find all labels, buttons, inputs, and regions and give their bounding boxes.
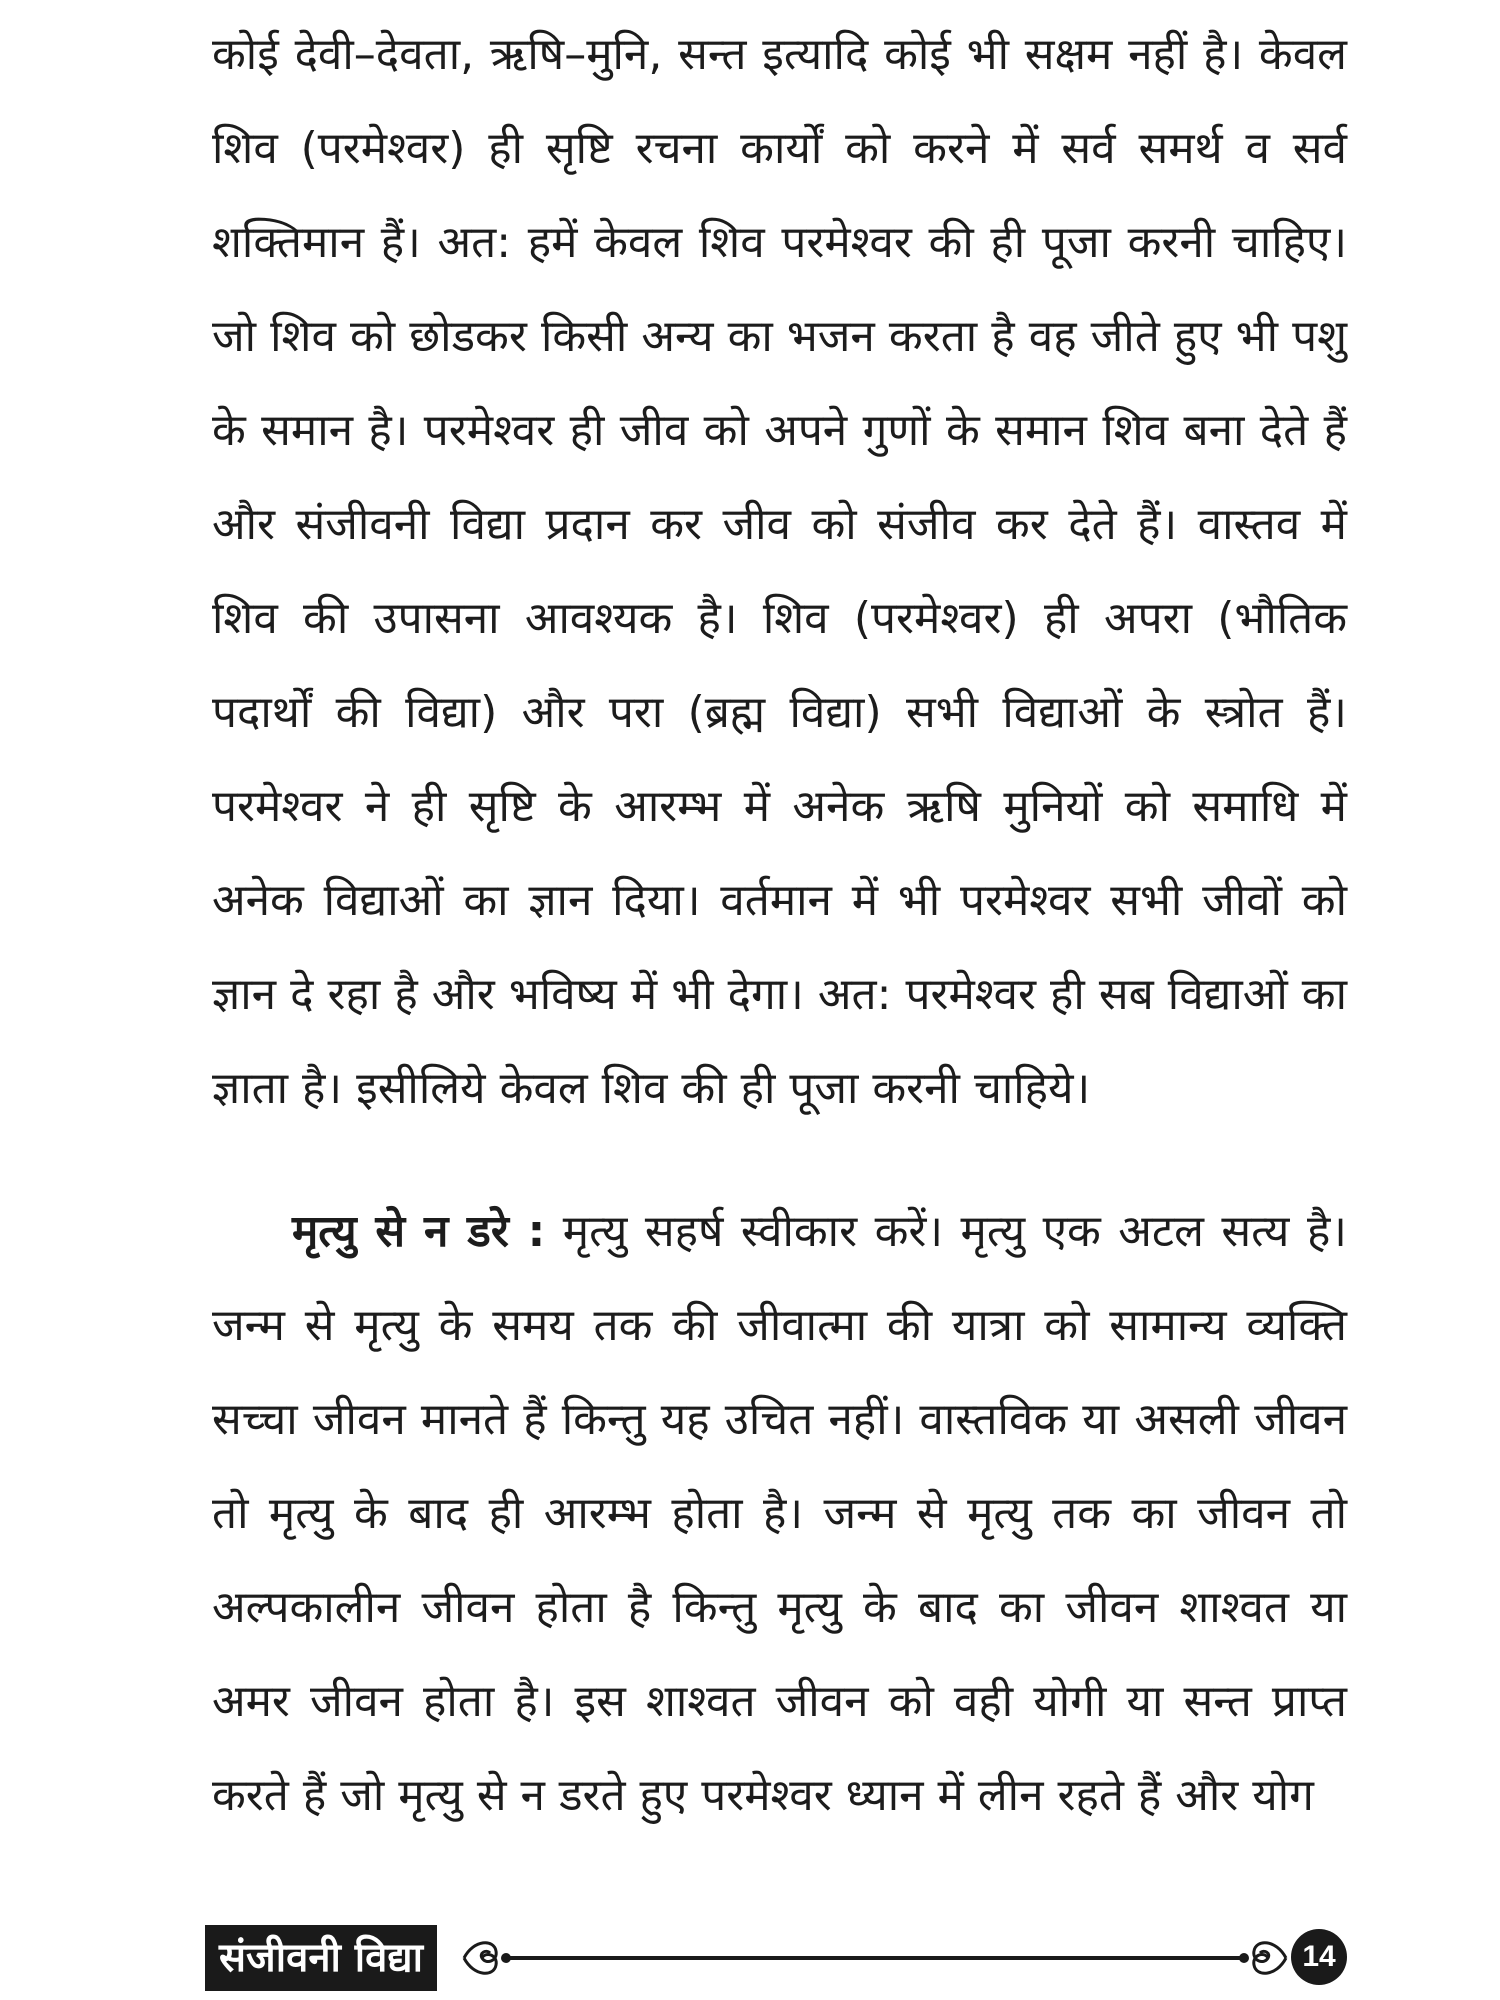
page-footer (205, 1925, 1345, 1991)
page-number: 14 (1291, 1929, 1347, 1985)
section-heading-fear-of-death: मृत्यु से न डरे : (292, 1206, 546, 1257)
section-body-fear-of-death: मृत्यु सहर्ष स्वीकार करें। मृत्यु एक अटल सत्य है। जन्म से मृत्यु के समय तक की जीवात्मा की यात्रा को सामान्य व्यक्ति सच्चा जीवन मानते हैं किन्तु यह उचित नहीं। वास्तविक या असली जीवन तो मृत्यु के बाद ही आरम्भ होता है। जन्म से मृत्यु तक का जीवन तो अल्पकालीन जीवन होता है किन्तु मृत्यु के बाद का जीवन शाश्वत या अमर जीवन होता है। इस शाश्वत जीवन को वही योगी या सन्त प्राप्त करते हैं जो मृत्यु से न डरते हुए परमेश्वर ध्यान में लीन रहते हैं और योग (212, 1206, 1347, 1821)
scroll-flourish-line-icon (460, 1931, 1290, 1985)
body-paragraph-shiva-worship: कोई देवी–देवता, ऋषि–मुनि, सन्त इत्यादि कोई भी सक्षम नहीं है। केवल शिव (परमेश्वर) ही सृष्टि रचना कार्यों को करने में सर्व समर्थ व सर्व शक्तिमान हैं। अत: हमें केवल शिव परमेश्वर की ही पूजा करनी चाहिए। जो शिव को छोडकर किसी अन्य का भजन करता है वह जीते हुए भी पशु के समान है। परमेश्वर ही जीव को अपने गुणों के समान शिव बना देते हैं और संजीवनी विद्या प्रदान कर जीव को संजीव कर देते हैं। वास्तव में शिव की उपासना आवश्यक है। शिव (परमेश्वर) ही अपरा (भौतिक पदार्थों की विद्या) और परा (ब्रह्म विद्या) सभी विद्याओं के स्त्रोत हैं। परमेश्वर ने ही सृष्टि के आरम्भ में अनेक ऋषि मुनियों को समाधि में अनेक विद्याओं का ज्ञान दिया। वर्तमान में भी परमेश्वर सभी जीवों को ज्ञान दे रहा है और भविष्य में भी देगा। अत: परमेश्वर ही सब विद्याओं का ज्ञाता है। इसीलिये केवल शिव की ही पूजा करनी चाहिये। (212, 29, 1347, 1114)
book-title-label: संजीवनी विद्या (205, 1925, 437, 1991)
body-paragraph-fear-of-death (212, 1185, 1347, 1843)
